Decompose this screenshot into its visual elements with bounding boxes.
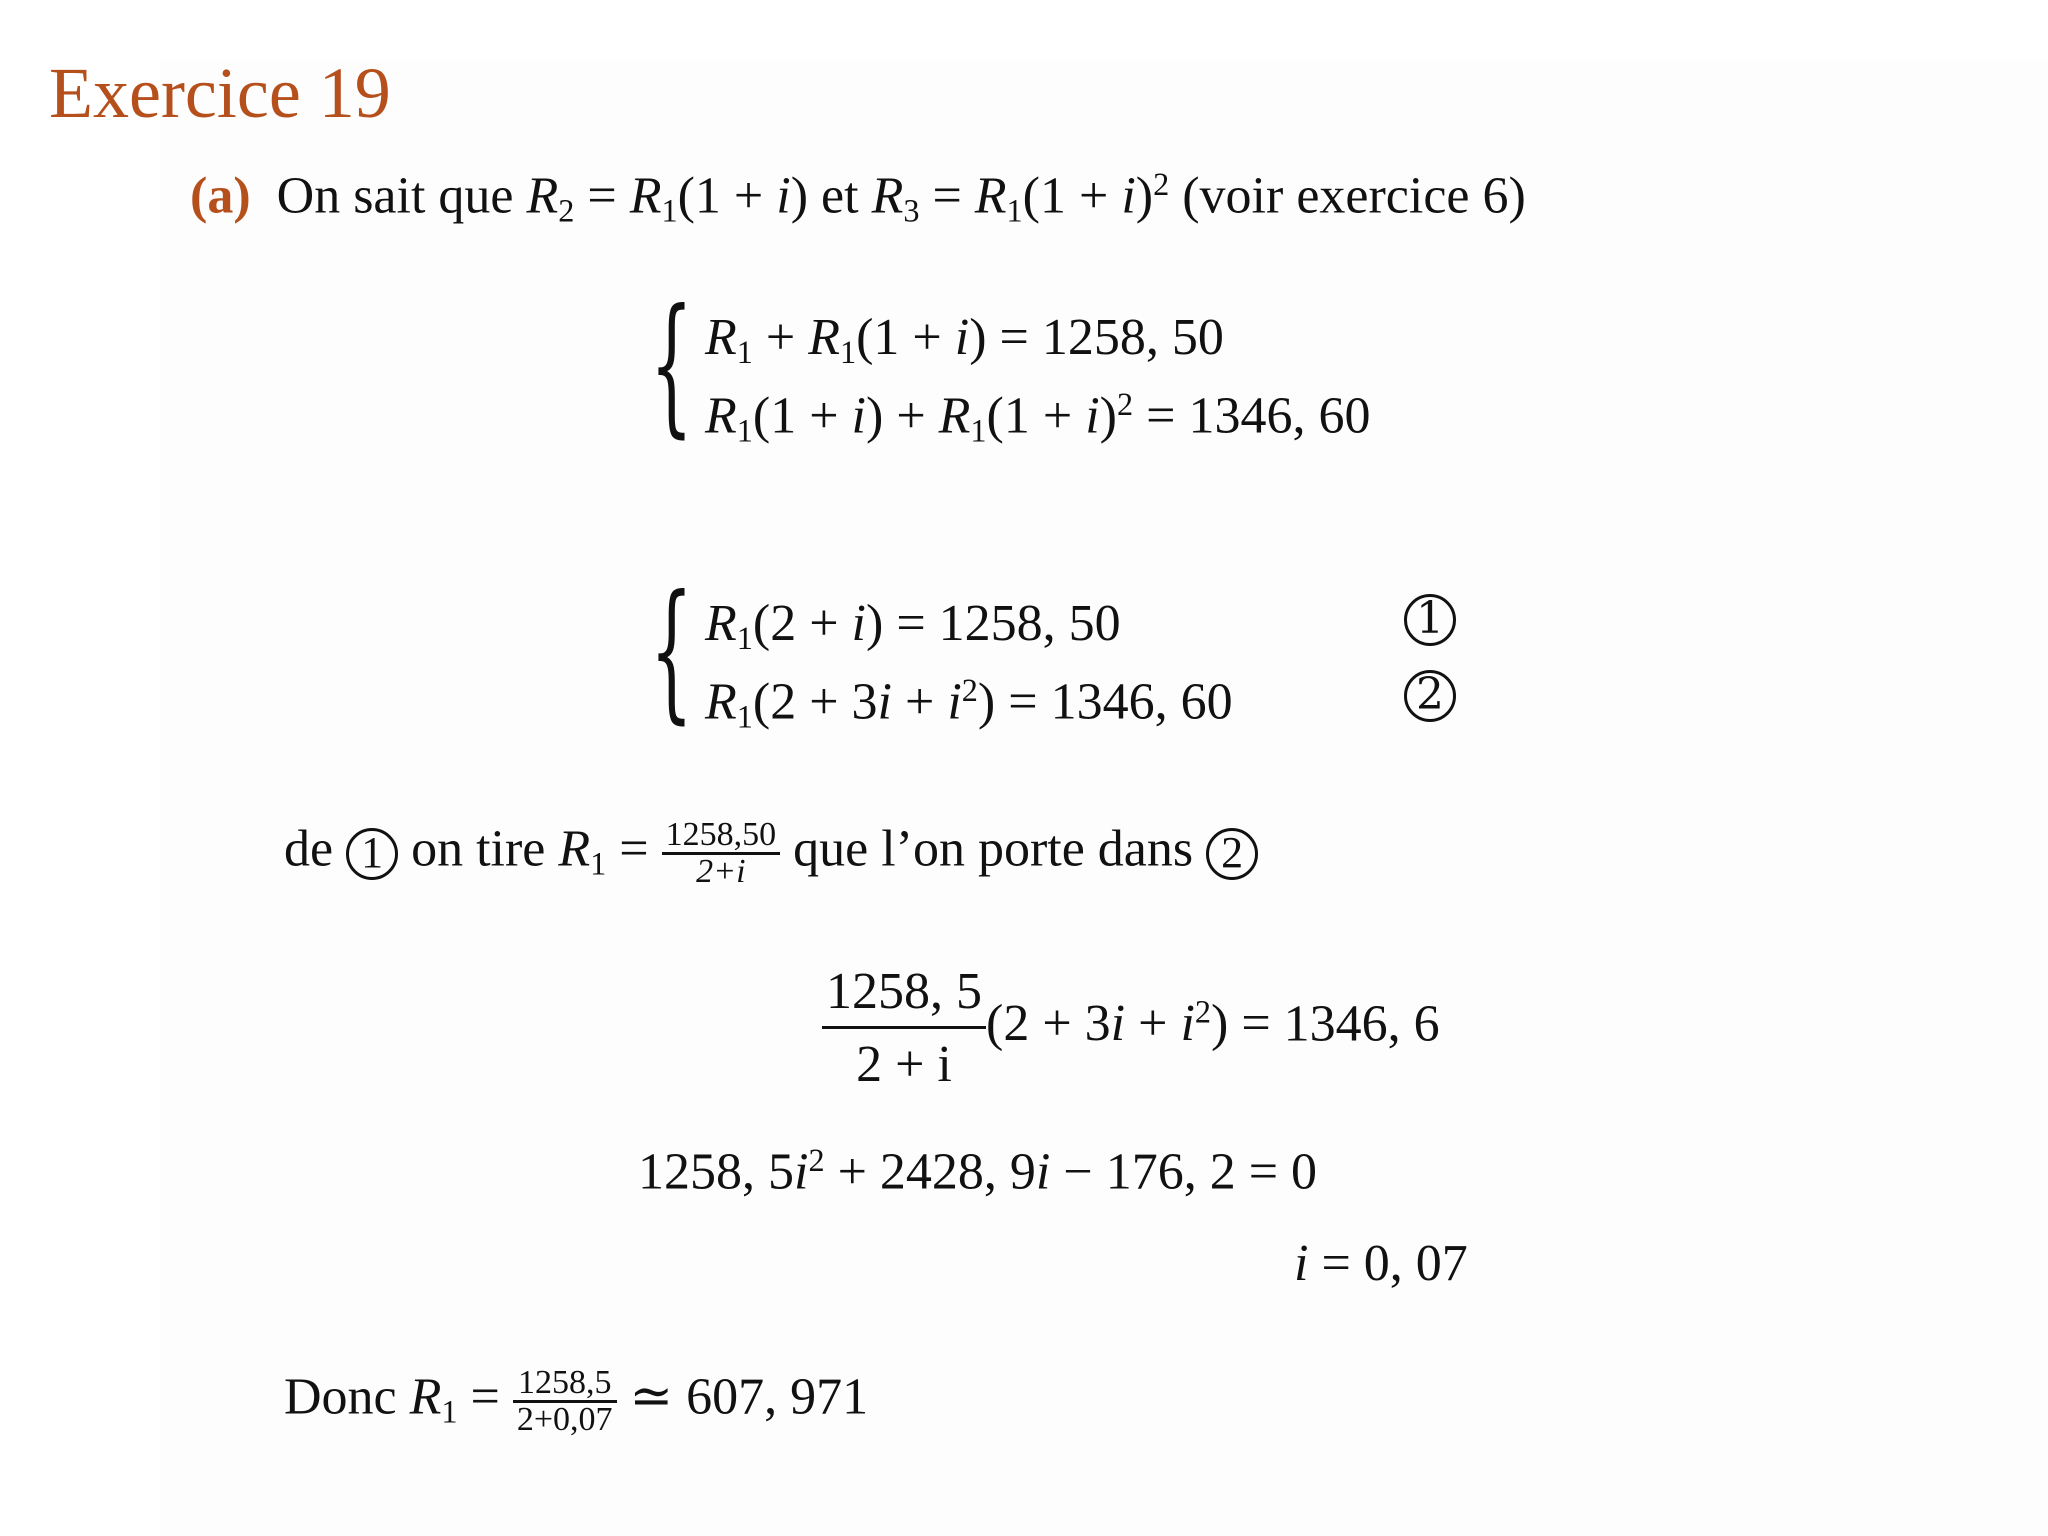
system2-brace: { [650,564,693,738]
equation-2-rhs: 0 [1291,1143,1318,1201]
derivation-line: de 1 on tire $R_1$ = $\frac{1258,50}{2+i}$ que l’on porte dans 2 [284,818,1258,889]
intro-line: (a) On sait que $R_2 = R_1(1 + i)$ et $R_3 = R_1(1 + i)^2$ (voir exercice 6) [190,166,1526,229]
system2-eq2-rhs: 1346, 60 [1050,673,1233,731]
derivation-middle: on tire [411,820,546,878]
conclusion-prefix: Donc [284,1368,397,1426]
derivation-suffix: que l’on porte dans [793,820,1194,878]
system1-brace: { [650,278,693,452]
equation-label-2: 2 [1404,670,1456,722]
system2-eq1-rhs: 1258, 50 [938,595,1121,652]
equation-2-b: 2428, 9 [879,1143,1036,1201]
system1-eq2-rhs: 1346, 60 [1188,387,1371,445]
conclusion-line: Donc $R_1$ = $\frac{1258,5}{2+0,07}$ ≃ 607, 971 [284,1364,869,1438]
system1-eq1-rhs: 1258, 50 [1041,309,1224,366]
derivation-fraction-den: 2+i [696,853,746,890]
part-marker: (a) [190,167,251,225]
system2-eq2: $R_1(2 + 3i + i^2) = 1346$, 60 [705,672,1233,735]
conclusion-fraction-num: 1258,5 [513,1366,617,1403]
equation-2-a: 1258, 5 [638,1143,794,1201]
page-background [160,60,2048,1536]
derivation-fraction [662,818,781,889]
equation-1-fraction-num: 1258, 5 [822,966,986,1029]
equation-label-1: 1 [1404,594,1456,646]
conclusion-fraction [513,1366,617,1437]
derivation-ref-1: 1 [346,828,398,880]
equation-1: $\frac{1258, 5}{2 + i}$ $(2 + 3i + i^2) = 1346$, 6 [822,966,1440,1091]
conclusion-fraction-den: 2+0,07 [516,1401,613,1438]
intro-prefix: On sait que [276,167,514,225]
derivation-ref-2: 2 [1206,828,1258,880]
conclusion-result: 607, 971 [686,1368,869,1426]
equation-1-fraction-den: 2 + i [856,1036,952,1093]
equation-3-rhs: 0, 07 [1363,1235,1468,1292]
equation-3: i = 0, 07 [1294,1235,1468,1292]
derivation-prefix: de [284,820,334,878]
equation-2-c: 176, 2 [1105,1143,1236,1201]
system2-eq1: $R_1(2 + i) = 1258$, 50 [705,595,1121,657]
equation-1-fraction [822,963,986,1093]
intro-connector: et [821,167,859,225]
system1-eq2: $R_1(1 + i) + R_1(1 + i)^2 = 1346$, 60 [705,386,1371,449]
exercise-title: Exercice 19 [49,53,391,133]
equation-2: 1258, $5i^2 + 2428$, 9i − 176, 2 = 0 [638,1142,1318,1201]
equation-1-rhs: 1346, 6 [1283,995,1440,1053]
intro-suffix: (voir exercice 6) [1182,167,1526,225]
derivation-fraction-num: 1258,50 [662,818,781,855]
system1-eq1: $R_1 + R_1(1 + i) = 1258$, 50 [705,309,1224,371]
